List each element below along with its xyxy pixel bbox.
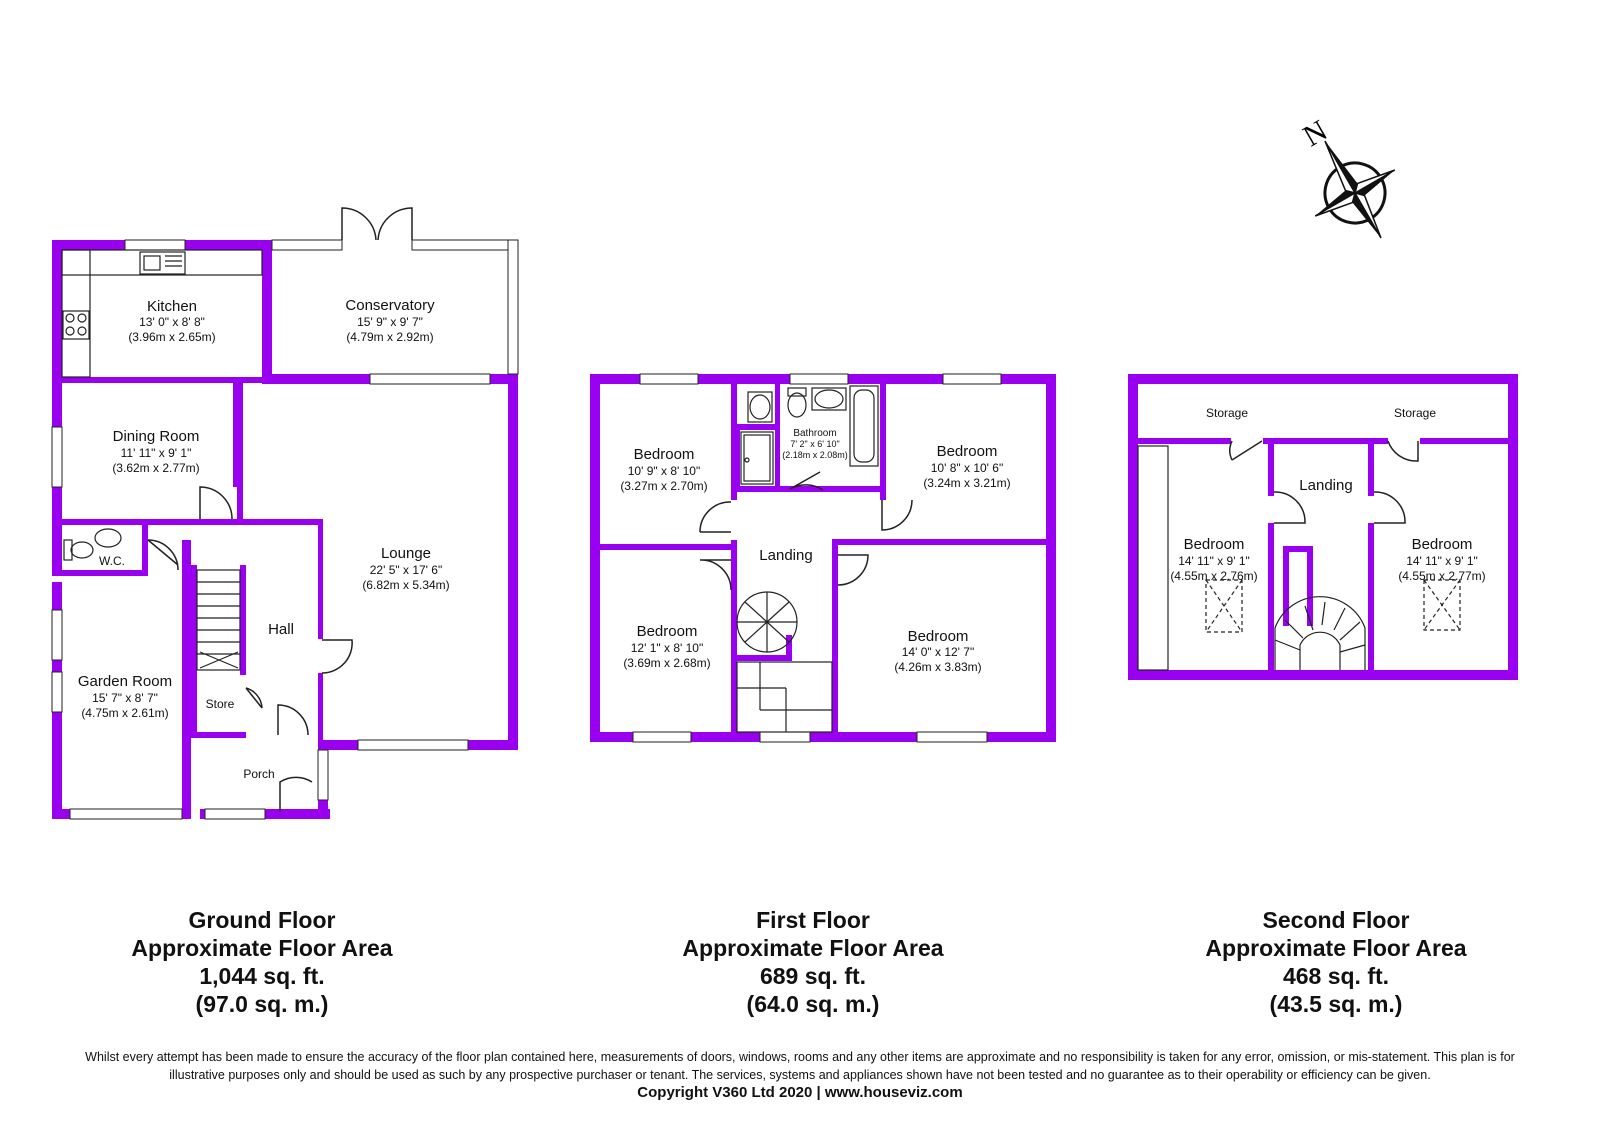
shower-icon [741, 432, 773, 484]
second-floor-stairs [1275, 597, 1365, 670]
conservatory-doors [342, 208, 412, 240]
lounge-metric: (6.82m x 5.34m) [362, 578, 450, 592]
store-name: Store [205, 697, 235, 711]
second-floor-summary [1126, 906, 1546, 1018]
bedroom-ne-metric: (3.24m x 3.21m) [923, 476, 1011, 490]
bedroom-nw-imperial: 10' 9" x 8' 10" [627, 464, 701, 478]
ground-floor-sqft: 1,044 sq. ft. [199, 963, 325, 989]
first-floor-plan [590, 374, 1056, 742]
bedroom-ne-imperial: 10' 8" x 10' 6" [930, 461, 1004, 475]
second-floor-subtitle: Approximate Floor Area [1205, 935, 1467, 961]
ground-floor-windows [52, 240, 518, 819]
disclaimer [20, 1048, 1580, 1084]
ground-floor-title: Ground Floor [188, 907, 336, 933]
ground-floor-sqm: (97.0 sq. m.) [195, 991, 329, 1017]
porch-name: Porch [243, 767, 275, 781]
bedroom-se-imperial: 14' 0" x 12' 7" [901, 645, 975, 659]
bedroom-right-imperial: 14' 11" x 9' 1" [1406, 554, 1478, 568]
bedroom-left-imperial: 14' 11" x 9' 1" [1178, 554, 1250, 568]
sink-icon [812, 388, 846, 410]
second-floor-sqm: (43.5 sq. m.) [1269, 991, 1403, 1017]
ground-floor-summary [52, 906, 472, 1018]
bedroom-nw-name: Bedroom [633, 446, 695, 463]
bedroom-left-metric: (4.55m x 2.76m) [1170, 569, 1258, 583]
lounge-name: Lounge [380, 545, 432, 562]
toilet-icon [64, 540, 93, 560]
bedroom-nw-metric: (3.27m x 2.70m) [620, 479, 708, 493]
bedroom-right-metric: (4.55m x 2.77m) [1398, 569, 1486, 583]
garden-room-name: Garden Room [77, 673, 173, 690]
sink-icon [140, 252, 185, 274]
ground-floor-walls [52, 240, 518, 819]
bedroom-left-name: Bedroom [1183, 536, 1245, 553]
kitchen-name: Kitchen [146, 298, 198, 315]
bedroom-se-name: Bedroom [907, 628, 969, 645]
second-floor-sqft: 468 sq. ft. [1282, 963, 1390, 989]
bedroom-sw-imperial: 12' 1" x 8' 10" [630, 641, 704, 655]
copyright: Copyright V360 Ltd 2020 | www.houseviz.com [637, 1084, 963, 1101]
basin-icon [748, 392, 772, 422]
first-floor-sqft: 689 sq. ft. [759, 963, 867, 989]
dining-room-name: Dining Room [112, 428, 200, 445]
conservatory-imperial: 15' 9" x 9' 7" [357, 315, 423, 329]
toilet-icon [788, 388, 806, 417]
wc-name: W.C. [99, 554, 125, 568]
bedroom-sw-metric: (3.69m x 2.68m) [623, 656, 711, 670]
bedroom-ne-name: Bedroom [936, 443, 998, 460]
hob-icon [63, 311, 89, 339]
first-floor-stairs [737, 592, 832, 732]
bedroom-sw-name: Bedroom [636, 623, 698, 640]
second-floor-plan [1128, 374, 1518, 680]
storage-right-name: Storage [1393, 406, 1437, 420]
ground-floor-stairs [197, 570, 240, 670]
first-floor-title: First Floor [756, 907, 870, 933]
first-floor-sqm: (64.0 sq. m.) [746, 991, 880, 1017]
dining-room-metric: (3.62m x 2.77m) [112, 461, 200, 475]
bedroom-right-name: Bedroom [1411, 536, 1473, 553]
hall-name: Hall [268, 621, 294, 638]
ground-floor-subtitle: Approximate Floor Area [131, 935, 393, 961]
bath-icon [850, 386, 878, 466]
second-landing-name: Landing [1299, 477, 1353, 494]
compass-north-label: N [1297, 113, 1333, 154]
disclaimer-line-1: Whilst every attempt has been made to ensure the accuracy of the floor plan contained here, measurements of doors, windows, rooms and any other items are approximate and no responsibility is taken for any error, omission, or mis-statement. This plan is for [85, 1050, 1515, 1064]
lounge-imperial: 22' 5" x 17' 6" [369, 563, 443, 577]
kitchen-metric: (3.96m x 2.65m) [128, 330, 216, 344]
kitchen-imperial: 13' 0" x 8' 8" [139, 315, 205, 329]
conservatory-metric: (4.79m x 2.92m) [346, 330, 434, 344]
bedroom-se-metric: (4.26m x 3.83m) [894, 660, 982, 674]
first-floor-subtitle: Approximate Floor Area [682, 935, 944, 961]
second-floor-title: Second Floor [1262, 907, 1410, 933]
garden-room-imperial: 15' 7" x 8' 7" [92, 691, 158, 705]
dining-room-imperial: 11' 11" x 9' 1" [120, 446, 192, 460]
storage-left-name: Storage [1205, 406, 1249, 420]
basin-icon [95, 529, 121, 547]
disclaimer-line-2: illustrative purposes only and should be used as such by any prospective purchaser or tenant. The services, systems and appliances shown have not been tested and no guarantee as to their operability or efficiency can be given. [169, 1068, 1431, 1082]
first-floor-summary [603, 906, 1023, 1018]
bathroom-imperial: 7' 2" x 6' 10" [790, 439, 840, 449]
ground-floor-plan [52, 208, 518, 819]
conservatory-name: Conservatory [345, 297, 435, 314]
bathroom-metric: (2.18m x 2.08m) [782, 450, 848, 460]
garden-room-metric: (4.75m x 2.61m) [81, 706, 169, 720]
first-landing-name: Landing [759, 547, 813, 564]
second-floor-walls [1128, 374, 1518, 680]
bathroom-name: Bathroom [793, 428, 837, 439]
